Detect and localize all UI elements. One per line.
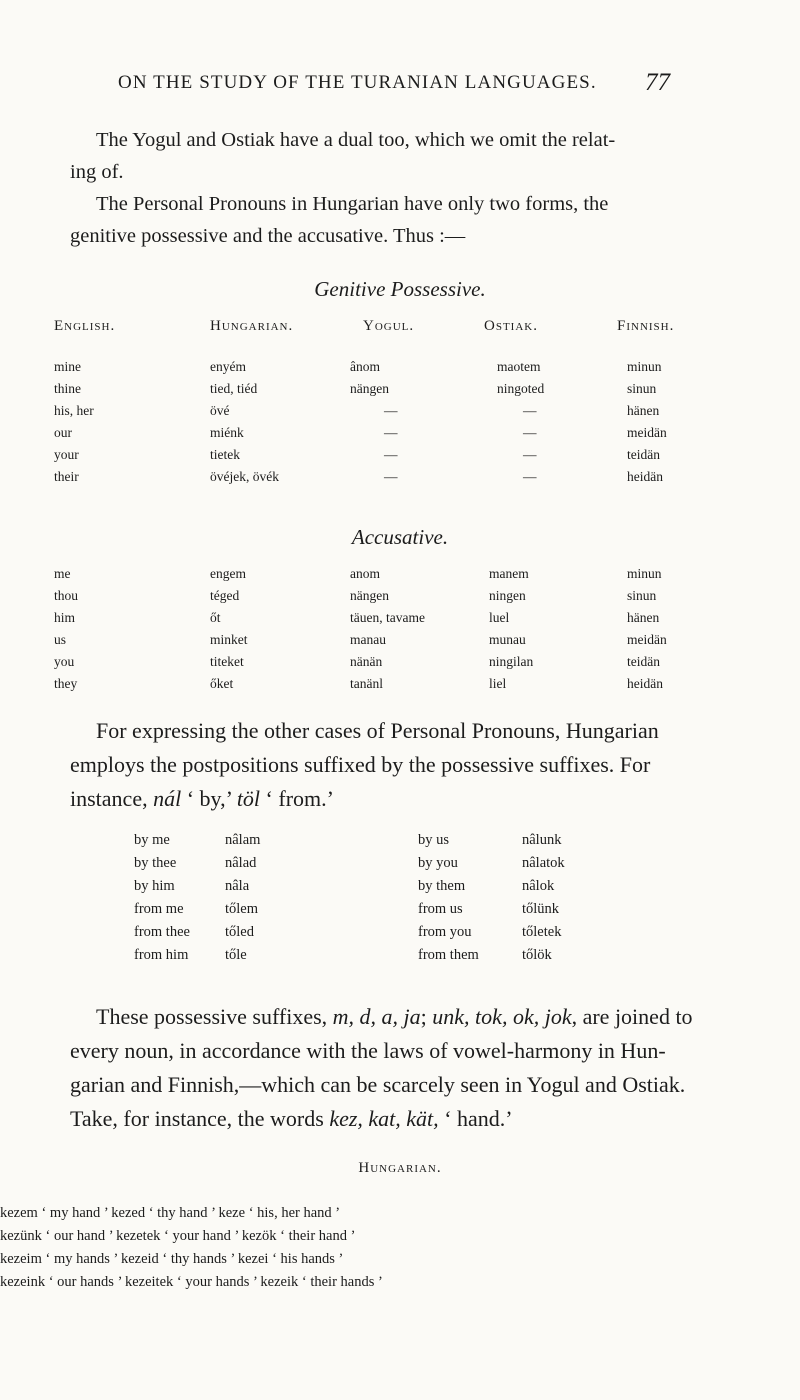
cell-ostiak: manem bbox=[489, 566, 529, 581]
cell-finnish: minun bbox=[627, 359, 662, 374]
cell-finnish: teidän bbox=[627, 447, 660, 462]
cell-finnish: sinun bbox=[627, 588, 657, 603]
text-line: garian and Finnish,—which can be scarcely seen in Yogul and Ostiak. bbox=[70, 1072, 686, 1097]
cell-meaning: ‘ his, her hand ’ bbox=[248, 1205, 341, 1221]
cell-finnish: hänen bbox=[627, 610, 660, 625]
cell-yogul: anom bbox=[350, 566, 380, 581]
table-row bbox=[0, 1251, 800, 1273]
cell-word: kezünk bbox=[0, 1228, 42, 1244]
cell-english: from me bbox=[134, 901, 184, 917]
cell-ostiak: ningen bbox=[489, 588, 526, 603]
cell-word: kezeim bbox=[0, 1251, 42, 1267]
cell-yogul: ânom bbox=[350, 359, 380, 374]
cell-english: from him bbox=[134, 947, 189, 963]
cell-english: us bbox=[54, 632, 67, 647]
cell-english: by them bbox=[418, 878, 466, 894]
cell-finnish: minun bbox=[627, 566, 662, 581]
cell-hungarian: tied, tiéd bbox=[210, 381, 258, 396]
cell-english: from them bbox=[418, 947, 479, 963]
text-line: every noun, in accordance with the laws of vowel-harmony in Hun- bbox=[70, 1038, 666, 1063]
cell-hungarian: őket bbox=[210, 676, 234, 691]
text-line bbox=[70, 782, 334, 816]
cell-word: kezeik bbox=[260, 1274, 299, 1290]
cell-ostiak: — bbox=[523, 425, 537, 440]
cell-meaning: ‘ his hands ’ bbox=[272, 1251, 344, 1267]
cell-finnish: meidän bbox=[627, 425, 667, 440]
text-span: These possessive suffixes, bbox=[96, 1004, 328, 1029]
cell-yogul: nängen bbox=[350, 588, 389, 603]
cell-finnish: hänen bbox=[627, 403, 660, 418]
cell-hungarian: övéjek, övék bbox=[210, 469, 279, 484]
cell-hungarian: titeket bbox=[210, 654, 244, 669]
cell-english: him bbox=[54, 610, 76, 625]
cell-hungarian: övé bbox=[210, 403, 230, 418]
cell-word: kezem bbox=[0, 1205, 38, 1221]
table-row bbox=[0, 403, 800, 425]
cell-ostiak: maotem bbox=[497, 359, 541, 374]
cell-hungarian: őt bbox=[210, 610, 221, 625]
table-row bbox=[0, 359, 800, 381]
cell-finnish: heidän bbox=[627, 469, 663, 484]
cell-english: their bbox=[54, 469, 79, 484]
cell-english: from you bbox=[418, 924, 472, 940]
cell-ostiak: ningilan bbox=[489, 654, 534, 669]
table-row bbox=[0, 447, 800, 469]
cell-english: mine bbox=[54, 359, 81, 374]
table-row bbox=[0, 924, 800, 946]
cell-english: me bbox=[54, 566, 71, 581]
text-line: The Yogul and Ostiak have a dual too, which we omit the relat- bbox=[96, 129, 616, 151]
cell-ostiak: — bbox=[523, 447, 537, 462]
text-span-italic: m, d, a, ja bbox=[332, 1004, 421, 1029]
text-line: ing of. bbox=[70, 161, 124, 183]
cell-meaning: ‘ your hand ’ bbox=[164, 1228, 239, 1244]
cell-word: keze bbox=[218, 1205, 246, 1221]
cell-meaning: ‘ our hands ’ bbox=[48, 1274, 122, 1290]
cell-hungarian: tőlök bbox=[522, 947, 552, 963]
cell-hungarian: miénk bbox=[210, 425, 244, 440]
cell-hungarian: engem bbox=[210, 566, 246, 581]
table-row bbox=[0, 901, 800, 923]
cell-english: our bbox=[54, 425, 72, 440]
text-span-italic: unk, tok, ok, jok bbox=[432, 1004, 572, 1029]
text-span: ‘ hand.’ bbox=[444, 1106, 513, 1131]
table-row bbox=[0, 381, 800, 403]
cell-ostiak: luel bbox=[489, 610, 510, 625]
cell-ostiak: — bbox=[523, 469, 537, 484]
text-span: ‘ by,’ bbox=[186, 786, 232, 811]
cell-english: you bbox=[54, 654, 75, 669]
cell-english: by him bbox=[134, 878, 175, 894]
text-span: instance, bbox=[70, 786, 148, 811]
cell-finnish: sinun bbox=[627, 381, 657, 396]
cell-english: your bbox=[54, 447, 79, 462]
cell-finnish: heidän bbox=[627, 676, 663, 691]
cell-english: his, her bbox=[54, 403, 94, 418]
table-row bbox=[0, 632, 800, 654]
table-row bbox=[0, 610, 800, 632]
table-row bbox=[0, 832, 800, 854]
table-row bbox=[0, 855, 800, 877]
section-title-hungarian: Hungarian. bbox=[358, 1160, 442, 1176]
cell-yogul: nängen bbox=[350, 381, 389, 396]
cell-word: kezeink bbox=[0, 1274, 46, 1290]
cell-meaning: ‘ our hand ’ bbox=[45, 1228, 113, 1244]
cell-hungarian: tőlem bbox=[225, 901, 259, 917]
cell-hungarian: nâlunk bbox=[522, 832, 562, 848]
cell-yogul: — bbox=[384, 469, 398, 484]
cell-english: by us bbox=[418, 832, 450, 848]
text-line: genitive possessive and the accusative. Thus :— bbox=[70, 225, 466, 247]
col-header-finnish: Finnish. bbox=[617, 318, 675, 334]
cell-english: by me bbox=[134, 832, 170, 848]
text-span: ‘ from.’ bbox=[265, 786, 334, 811]
section-title-accusative: Accusative. bbox=[351, 525, 449, 549]
table-row bbox=[0, 469, 800, 491]
cell-word: kezei bbox=[237, 1251, 269, 1267]
cell-finnish: meidän bbox=[627, 632, 667, 647]
text-span-italic: nál bbox=[153, 786, 182, 811]
cell-hungarian: tőled bbox=[225, 924, 254, 940]
cell-meaning: ‘ your hands ’ bbox=[176, 1274, 257, 1290]
cell-hungarian: minket bbox=[210, 632, 248, 647]
text-line bbox=[96, 1000, 693, 1034]
table-row bbox=[0, 676, 800, 698]
text-span: , are joined to bbox=[571, 1004, 693, 1029]
table-row bbox=[0, 1274, 800, 1296]
table-row bbox=[0, 425, 800, 447]
cell-hungarian: téged bbox=[210, 588, 240, 603]
cell-english: from us bbox=[418, 901, 463, 917]
cell-hungarian: tőletek bbox=[522, 924, 562, 940]
table-row bbox=[0, 947, 800, 969]
cell-hungarian: tőlünk bbox=[522, 901, 560, 917]
page-number: 77 bbox=[645, 69, 670, 96]
cell-meaning: ‘ thy hand ’ bbox=[148, 1205, 215, 1221]
table-row bbox=[0, 878, 800, 900]
running-title: ON THE STUDY OF THE TURANIAN LANGUAGES. bbox=[118, 72, 597, 93]
cell-meaning: ‘ my hands ’ bbox=[45, 1251, 118, 1267]
text-span: Take, for instance, the words bbox=[70, 1106, 324, 1131]
cell-finnish: teidän bbox=[627, 654, 660, 669]
cell-word: kezök bbox=[241, 1228, 277, 1244]
cell-hungarian: nâlam bbox=[225, 832, 261, 848]
cell-yogul: täuen, tavame bbox=[350, 610, 425, 625]
cell-hungarian: nâla bbox=[225, 878, 250, 894]
cell-english: thou bbox=[54, 588, 79, 603]
cell-english: they bbox=[54, 676, 78, 691]
col-header-hungarian: Hungarian. bbox=[210, 318, 294, 334]
text-line: The Personal Pronouns in Hungarian have only two forms, the bbox=[96, 193, 609, 215]
table-row bbox=[0, 566, 800, 588]
cell-hungarian: tőle bbox=[225, 947, 247, 963]
cell-word: kezeid bbox=[120, 1251, 159, 1267]
cell-yogul: tanänl bbox=[350, 676, 383, 691]
cell-ostiak: munau bbox=[489, 632, 526, 647]
cell-hungarian: nâlad bbox=[225, 855, 257, 871]
col-header-yogul: Yogul. bbox=[363, 318, 415, 334]
text-span-italic: töl bbox=[236, 786, 261, 811]
cell-hungarian: tietek bbox=[210, 447, 240, 462]
text-span: ; bbox=[420, 1004, 427, 1029]
cell-yogul: — bbox=[384, 425, 398, 440]
cell-ostiak: liel bbox=[489, 676, 507, 691]
col-header-ostiak: Ostiak. bbox=[484, 318, 538, 334]
cell-meaning: ‘ their hand ’ bbox=[280, 1228, 356, 1244]
cell-yogul: — bbox=[384, 447, 398, 462]
text-line: employs the postpositions suffixed by the possessive suffixes. For bbox=[70, 752, 651, 777]
cell-yogul: — bbox=[384, 403, 398, 418]
col-header-english: English. bbox=[54, 318, 116, 334]
cell-ostiak: ningoted bbox=[497, 381, 545, 396]
section-title-genitive: Genitive Possessive. bbox=[314, 277, 486, 301]
table-row bbox=[0, 588, 800, 610]
cell-meaning: ‘ my hand ’ bbox=[41, 1205, 108, 1221]
cell-english: by thee bbox=[134, 855, 177, 871]
cell-english: by you bbox=[418, 855, 458, 871]
cell-word: kezed bbox=[111, 1205, 146, 1221]
table-row bbox=[0, 654, 800, 676]
cell-word: kezetek bbox=[116, 1228, 161, 1244]
table-row bbox=[0, 1205, 800, 1227]
cell-hungarian: nâlok bbox=[522, 878, 555, 894]
cell-hungarian: enyém bbox=[210, 359, 246, 374]
cell-hungarian: nâlatok bbox=[522, 855, 565, 871]
table-row bbox=[0, 1228, 800, 1250]
cell-yogul: manau bbox=[350, 632, 386, 647]
cell-meaning: ‘ their hands ’ bbox=[301, 1274, 383, 1290]
cell-english: thine bbox=[54, 381, 81, 396]
text-line bbox=[70, 1102, 513, 1136]
cell-yogul: nänän bbox=[350, 654, 383, 669]
cell-ostiak: — bbox=[523, 403, 537, 418]
text-line: For expressing the other cases of Personal Pronouns, Hungarian bbox=[96, 718, 659, 743]
cell-word: kezeitek bbox=[124, 1274, 174, 1290]
cell-meaning: ‘ thy hands ’ bbox=[162, 1251, 235, 1267]
cell-english: from thee bbox=[134, 924, 190, 940]
text-span-italic: kez, kat, kät, bbox=[329, 1106, 439, 1131]
